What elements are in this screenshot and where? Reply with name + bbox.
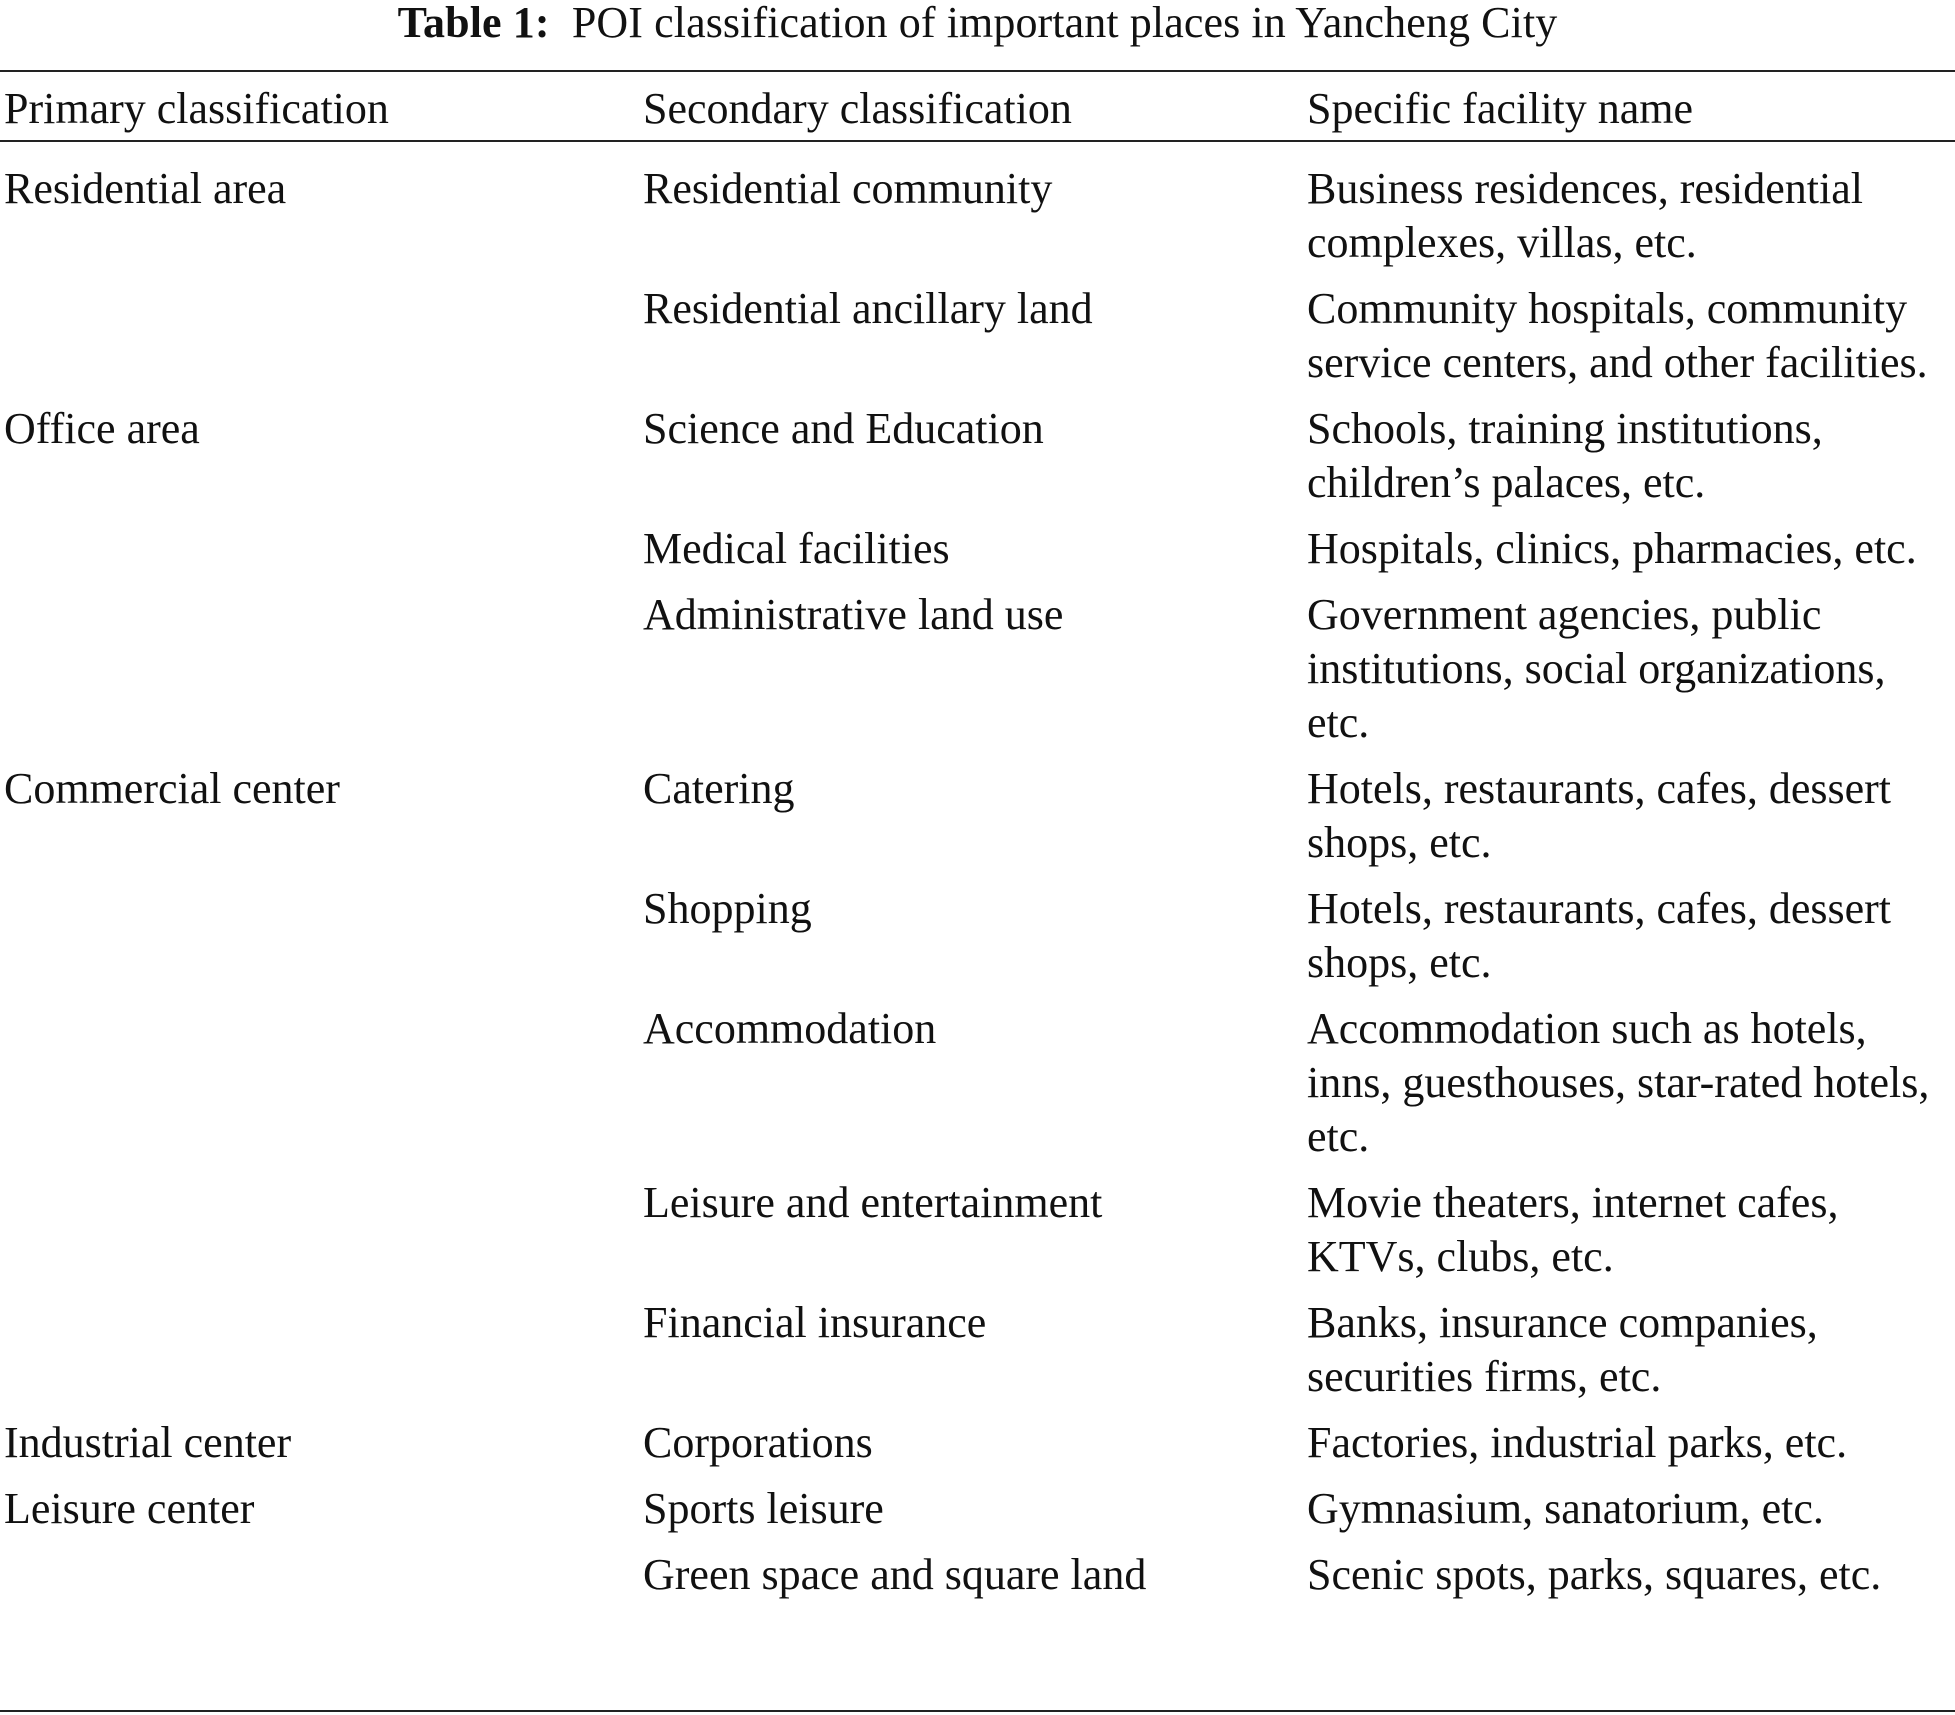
- table-row: [0, 514, 1955, 580]
- facility-cell: Government agencies, public institutions, social organizations, etc.: [1307, 590, 1886, 747]
- facility-cell: Accommodation such as hotels, inns, guesthouses, star-rated hotels, etc.: [1307, 1004, 1930, 1161]
- secondary-cell: Medical facilities: [643, 524, 950, 573]
- table-row: [0, 1168, 1955, 1288]
- table-caption: [0, 0, 1955, 46]
- facility-cell: Schools, training institutions, children’s palaces, etc.: [1307, 404, 1823, 507]
- primary-cell: Commercial center: [4, 764, 340, 813]
- primary-cell: Residential area: [4, 164, 287, 213]
- secondary-cell: Corporations: [643, 1418, 873, 1467]
- primary-cell: [0, 514, 639, 580]
- table-row: [0, 874, 1955, 994]
- secondary-cell: Catering: [643, 764, 795, 813]
- poi-classification-table: [0, 72, 1955, 1606]
- header-specific-facility-name: Specific facility name: [1307, 84, 1694, 133]
- facility-cell: Hospitals, clinics, pharmacies, etc.: [1307, 524, 1917, 573]
- table-row: [0, 1474, 1955, 1540]
- secondary-cell: Sports leisure: [643, 1484, 884, 1533]
- secondary-cell: Shopping: [643, 884, 812, 933]
- primary-cell: [0, 874, 639, 994]
- header-primary-classification: Primary classification: [4, 84, 389, 133]
- table-row: [0, 754, 1955, 874]
- table-row: [0, 394, 1955, 514]
- facility-cell: Factories, industrial parks, etc.: [1307, 1418, 1848, 1467]
- primary-cell: [0, 1288, 639, 1408]
- primary-cell: Industrial center: [4, 1418, 292, 1467]
- facility-cell: Movie theaters, internet cafes, KTVs, clubs, etc.: [1307, 1178, 1839, 1281]
- header-secondary-classification: Secondary classification: [643, 84, 1072, 133]
- header-row: [0, 72, 1955, 150]
- primary-cell: [0, 1168, 639, 1288]
- primary-cell: [0, 1540, 639, 1606]
- table-title: POI classification of important places in Yancheng City: [571, 0, 1558, 47]
- table-row: [0, 1408, 1955, 1474]
- facility-cell: Scenic spots, parks, squares, etc.: [1307, 1550, 1882, 1599]
- primary-cell: [0, 274, 639, 394]
- table-row: [0, 274, 1955, 394]
- primary-cell: Leisure center: [4, 1484, 255, 1533]
- facility-cell: Gymnasium, sanatorium, etc.: [1307, 1484, 1824, 1533]
- primary-cell: [0, 994, 639, 1168]
- table-row: [0, 580, 1955, 754]
- bottom-rule: [0, 1710, 1955, 1712]
- table-row: [0, 1288, 1955, 1408]
- secondary-cell: Residential ancillary land: [643, 284, 1093, 333]
- secondary-cell: Residential community: [643, 164, 1053, 213]
- secondary-cell: Science and Education: [643, 404, 1044, 453]
- table-row: [0, 994, 1955, 1168]
- facility-cell: Hotels, restaurants, cafes, dessert shops, etc.: [1307, 884, 1892, 987]
- facility-cell: Community hospitals, community service centers, and other facilities.: [1307, 284, 1928, 387]
- secondary-cell: Green space and square land: [643, 1550, 1147, 1599]
- table-row: [0, 1540, 1955, 1606]
- primary-cell: Office area: [4, 404, 200, 453]
- secondary-cell: Leisure and entertainment: [643, 1178, 1103, 1227]
- primary-cell: [0, 580, 639, 754]
- facility-cell: Banks, insurance companies, securities firms, etc.: [1307, 1298, 1818, 1401]
- facility-cell: Business residences, residential complexes, villas, etc.: [1307, 164, 1863, 267]
- facility-cell: Hotels, restaurants, cafes, dessert shops, etc.: [1307, 764, 1892, 867]
- secondary-cell: Accommodation: [643, 1004, 937, 1053]
- secondary-cell: Financial insurance: [643, 1298, 987, 1347]
- table-label: Table 1:: [397, 0, 550, 47]
- secondary-cell: Administrative land use: [643, 590, 1064, 639]
- table-row: [0, 150, 1955, 274]
